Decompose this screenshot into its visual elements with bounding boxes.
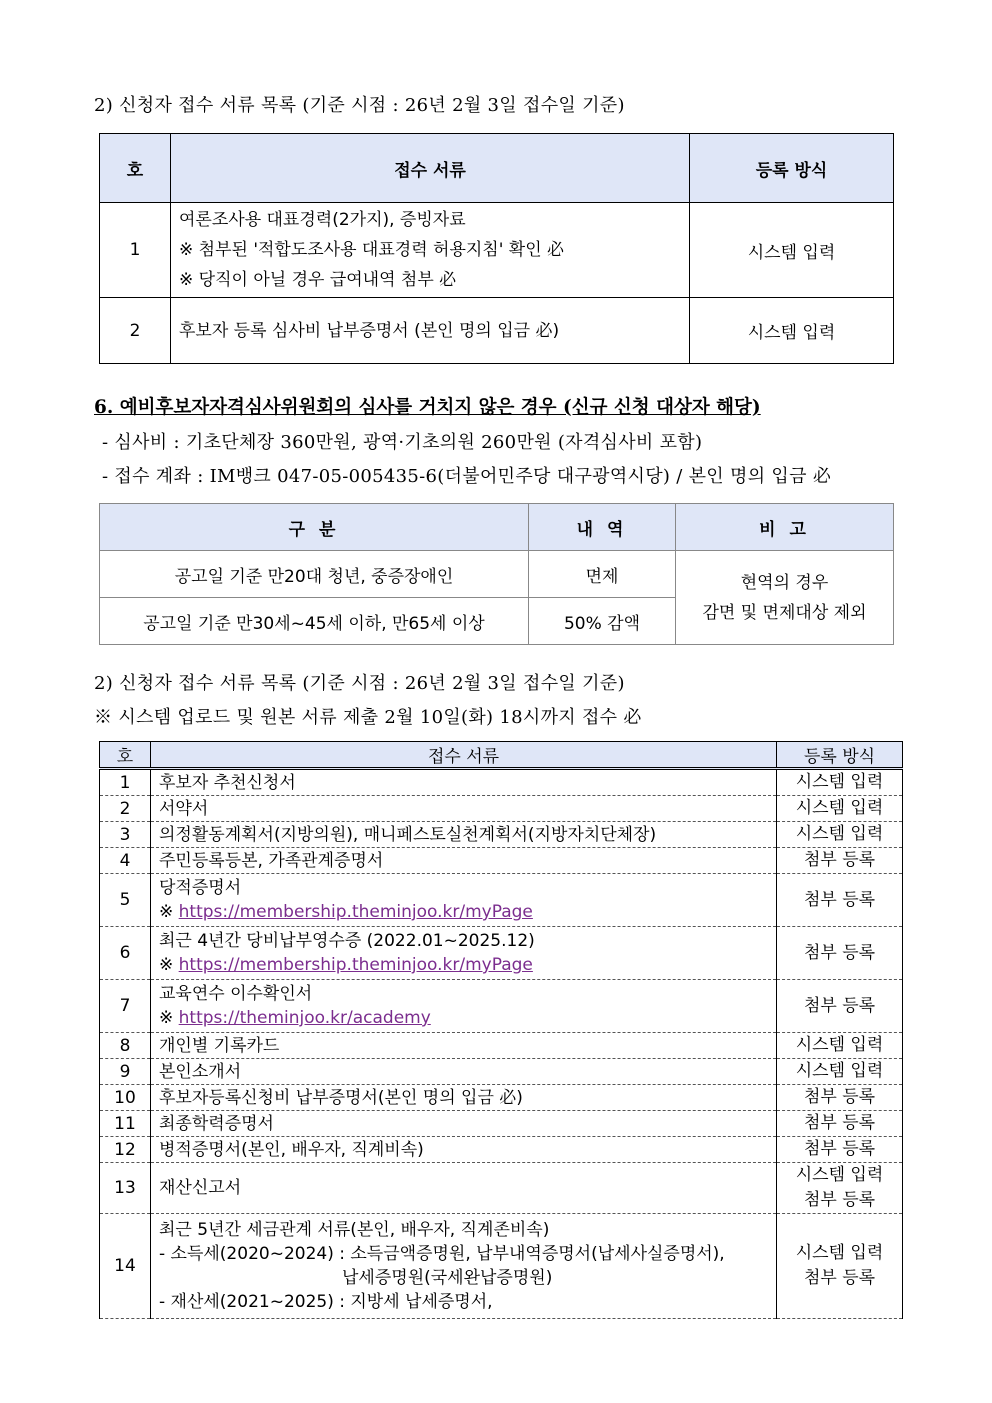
header-category: 구 분 [100, 504, 529, 551]
method-cell [777, 1214, 903, 1319]
row-number: 6 [100, 927, 151, 980]
method-line: 시스템 입력 [795, 824, 884, 844]
method-line: 첨부 등록 [803, 1139, 876, 1159]
document-line: 후보자 등록 심사비 납부증명서 (본인 명의 입금 必) [179, 320, 560, 341]
method-line: 시스템 입력 [795, 798, 884, 818]
document-name: 후보자 추천신청서 [159, 772, 296, 793]
method-cell [777, 769, 903, 796]
method-line: 첨부 등록 [803, 1087, 876, 1107]
document-name: 당적증명서 [159, 878, 242, 898]
link-line [159, 900, 776, 924]
note-cell [676, 551, 894, 645]
section1-heading: 2) 신청자 접수 서류 목록 (기준 시점 : 26년 2월 3일 접수일 기준) [94, 95, 625, 116]
document-line: 여론조사용 대표경력(2가지), 증빙자료 [179, 210, 466, 230]
table-header-row [100, 134, 894, 203]
link-line [159, 1006, 776, 1030]
note-line: 현역의 경우 [740, 572, 829, 593]
document-cell [151, 1163, 777, 1214]
method-line: 시스템 입력 [795, 772, 884, 792]
table-row [100, 1085, 903, 1111]
exemption-table [99, 503, 894, 645]
header-method: 등록 방식 [690, 134, 894, 203]
table-row [100, 1059, 903, 1085]
document-cell [151, 796, 777, 822]
note-line: 감면 및 면제대상 제외 [702, 602, 867, 623]
fee-line: - 심사비 : 기초단체장 360만원, 광역·기초의원 260만원 (자격심사비 포함) [102, 432, 703, 453]
row-number: 13 [100, 1163, 151, 1214]
detail-cell: 면제 [529, 551, 676, 598]
document-name: 재산신고서 [159, 1178, 242, 1198]
document-name: 의정활동계획서(지방의원), 매니페스토실천계획서(지방자치단체장) [159, 824, 657, 845]
method-cell [777, 874, 903, 927]
document-cell [151, 1214, 777, 1319]
row-number: 8 [100, 1033, 151, 1059]
document-name: 병적증명서(본인, 배우자, 직계비속) [159, 1139, 424, 1160]
table-row [100, 769, 903, 796]
row-number: 9 [100, 1059, 151, 1085]
document-cell [151, 1085, 777, 1111]
table-row [100, 874, 903, 927]
row-number: 5 [100, 874, 151, 927]
header-method: 등록 방식 [777, 742, 903, 769]
row-number: 7 [100, 980, 151, 1033]
table-row [100, 848, 903, 874]
category-cell: 공고일 기준 만30세~45세 이하, 만65세 이상 [100, 598, 529, 645]
document-link[interactable]: https://membership.theminjoo.kr/myPage [178, 902, 533, 922]
reference-mark: ※ [159, 955, 179, 975]
document-cell [151, 822, 777, 848]
row-number: 1 [100, 203, 171, 298]
document-cell [151, 1137, 777, 1163]
method-cell [777, 980, 903, 1033]
document-cell [151, 769, 777, 796]
method-cell [777, 822, 903, 848]
method-cell [777, 1059, 903, 1085]
method-line: 첨부 등록 [803, 995, 876, 1016]
table-row [100, 796, 903, 822]
document-name: 본인소개서 [159, 1061, 242, 1082]
table-row [100, 1214, 903, 1319]
method-cell [777, 1085, 903, 1111]
method-line: 시스템 입력 [795, 1165, 884, 1185]
table-row [100, 1163, 903, 1214]
document-link[interactable]: https://theminjoo.kr/academy [178, 1008, 431, 1028]
document-line: - 소득세(2020~2024) : 소득금액증명원, 납부내역증명서(납세사실증명서), [159, 1244, 725, 1264]
row-number: 2 [100, 796, 151, 822]
header-document: 접수 서류 [171, 134, 690, 203]
row-number: 4 [100, 848, 151, 874]
document-cell [151, 874, 777, 927]
table-row [100, 203, 894, 298]
table-row [100, 980, 903, 1033]
header-note: 비 고 [676, 504, 894, 551]
document-line: ※ 당직이 아닐 경우 급여내역 첨부 必 [179, 270, 457, 290]
document-cell [171, 203, 690, 298]
header-no: 호 [100, 134, 171, 203]
document-name: 교육연수 이수확인서 [159, 984, 313, 1004]
row-number: 10 [100, 1085, 151, 1111]
method-line: 시스템 입력 [795, 1243, 884, 1263]
method-line: 첨부 등록 [803, 1113, 876, 1133]
reference-mark: ※ [159, 1008, 179, 1028]
table-header-row [100, 742, 903, 769]
table-row [100, 298, 894, 364]
table-row [100, 822, 903, 848]
document-name: 개인별 기록카드 [159, 1035, 280, 1056]
document-line: 최근 5년간 세금관계 서류(본인, 배우자, 직계존비속) [159, 1220, 550, 1240]
method-line: 첨부 등록 [803, 1268, 876, 1288]
row-number: 14 [100, 1214, 151, 1319]
table-row [100, 551, 894, 598]
table-row [100, 1033, 903, 1059]
document-cell [151, 848, 777, 874]
method-cell [777, 796, 903, 822]
method-line: 첨부 등록 [803, 889, 876, 910]
document-cell [151, 927, 777, 980]
section2b-heading: 2) 신청자 접수 서류 목록 (기준 시점 : 26년 2월 3일 접수일 기준) [94, 673, 625, 694]
method-cell [777, 927, 903, 980]
document-cell [151, 980, 777, 1033]
method-line: 시스템 입력 [795, 1061, 884, 1081]
document-cell [151, 1059, 777, 1085]
document-line: 납세증명원(국세완납증명원) [342, 1268, 553, 1288]
document-line: - 재산세(2021~2025) : 지방세 납세증명서, [159, 1292, 493, 1312]
method-line: 첨부 등록 [803, 1190, 876, 1210]
account-line: - 접수 계좌 : IM뱅크 047-05-005435-6(더불어민주당 대구광역시당) / 본인 명의 입금 必 [102, 466, 832, 487]
section6-title: 6. 예비후보자자격심사위원회의 심사를 거치지 않은 경우 (신규 신청 대상자 해당) [94, 397, 761, 418]
method-line: 시스템 입력 [795, 1035, 884, 1055]
method-cell [777, 848, 903, 874]
method-cell [777, 1033, 903, 1059]
category-cell: 공고일 기준 만20대 청년, 중증장애인 [100, 551, 529, 598]
method-cell: 시스템 입력 [690, 203, 894, 298]
table-row [100, 1137, 903, 1163]
documents-table-2 [99, 741, 903, 1319]
row-number: 2 [100, 298, 171, 364]
document-cell [151, 1111, 777, 1137]
header-detail: 내 역 [529, 504, 676, 551]
document-link[interactable]: https://membership.theminjoo.kr/myPage [178, 955, 533, 975]
document-name: 후보자등록신청비 납부증명서(본인 명의 입금 必) [159, 1087, 523, 1108]
method-cell [777, 1163, 903, 1214]
header-document: 접수 서류 [151, 742, 777, 769]
table-row [100, 1111, 903, 1137]
table-row [100, 927, 903, 980]
row-number: 11 [100, 1111, 151, 1137]
document-line: ※ 첨부된 '적합도조사용 대표경력 허용지침' 확인 必 [179, 240, 565, 260]
link-line [159, 953, 776, 977]
document-name: 최종학력증명서 [159, 1113, 274, 1134]
submission-notice: ※ 시스템 업로드 및 원본 서류 제출 2월 10일(화) 18시까지 접수 必 [94, 707, 642, 728]
document-name: 최근 4년간 당비납부영수증 (2022.01~2025.12) [159, 931, 535, 951]
row-number: 3 [100, 822, 151, 848]
documents-table-1 [99, 133, 894, 364]
row-number: 12 [100, 1137, 151, 1163]
table-header-row [100, 504, 894, 551]
document-cell [151, 1033, 777, 1059]
document-name: 주민등록등본, 가족관계증명서 [159, 850, 384, 871]
detail-cell: 50% 감액 [529, 598, 676, 645]
method-line: 첨부 등록 [803, 850, 876, 870]
header-no: 호 [100, 742, 151, 769]
document-name: 서약서 [159, 798, 209, 819]
reference-mark: ※ [159, 902, 179, 922]
document-cell [171, 298, 690, 364]
method-cell [777, 1137, 903, 1163]
method-cell: 시스템 입력 [690, 298, 894, 364]
method-cell [777, 1111, 903, 1137]
row-number: 1 [100, 769, 151, 796]
method-line: 첨부 등록 [803, 942, 876, 963]
